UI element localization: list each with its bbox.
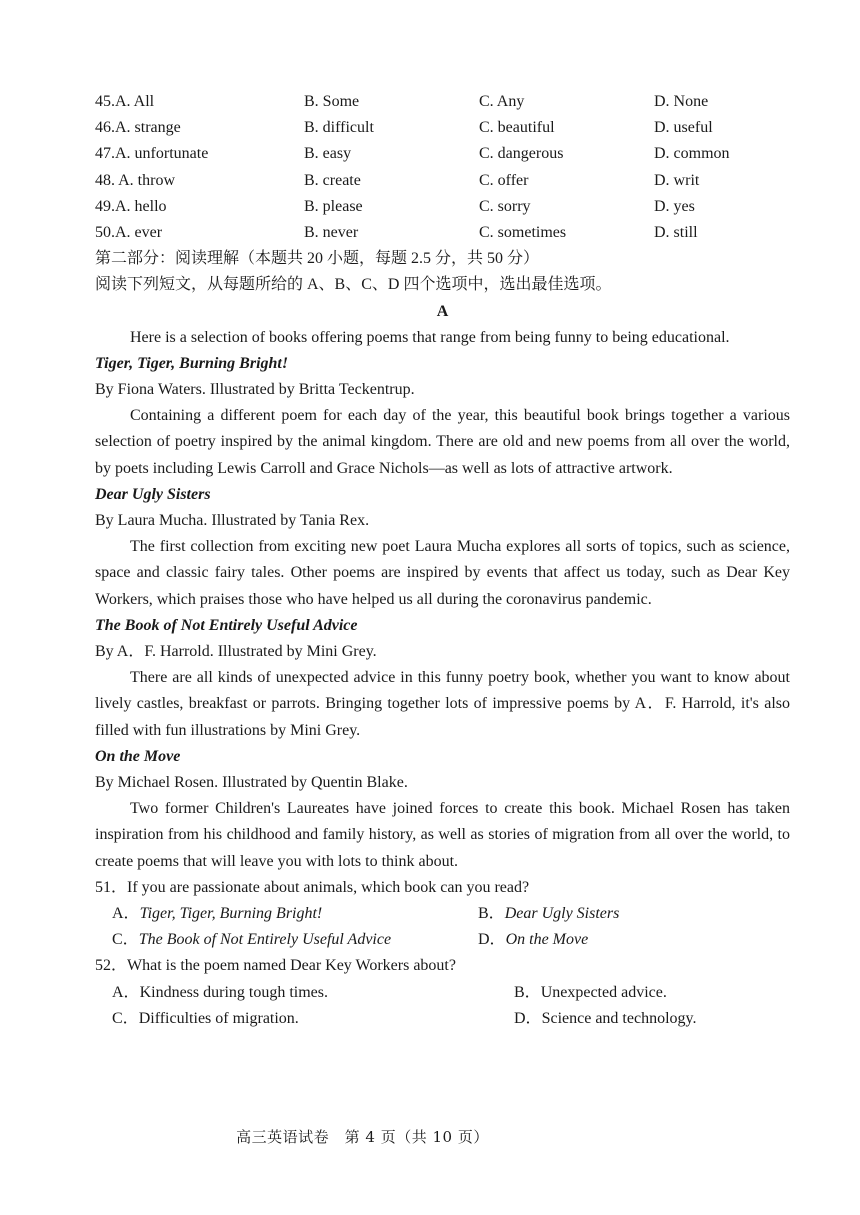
- option-row-49: [95, 194, 790, 220]
- answer-row: [95, 927, 790, 953]
- book-byline: By Michael Rosen. Illustrated by Quentin Blake.: [95, 774, 408, 792]
- book-byline: By Laura Mucha. Illustrated by Tania Rex.: [95, 512, 370, 530]
- book-description: There are all kinds of unexpected advice in this funny poetry book, whether you want to know about lively castles, breakfast or parrots. Bringing together lots of impressive poems by A．F. Harrold, it's also filled with fun illustrations by Mini Grey.: [95, 669, 790, 739]
- option-row-45: [95, 89, 790, 115]
- question-stem: 51．If you are passionate about animals, which book can you read?: [95, 878, 530, 896]
- book-title: On the Move: [95, 747, 181, 765]
- option-row-50: [95, 220, 790, 246]
- option-letter: C．: [112, 1009, 139, 1027]
- question-52: [95, 953, 790, 1032]
- option-row-47: [95, 141, 790, 167]
- option-a: 47.A. unfortunate: [95, 145, 209, 163]
- section-instruction: 阅读下列短文，从每题所给的 A、B、C、D 四个选项中，选出最佳选项。: [95, 276, 612, 294]
- option-a: 45.A. All: [95, 93, 155, 110]
- book-entry: [95, 351, 790, 482]
- option-row-46: [95, 115, 790, 141]
- option-letter: A．: [112, 905, 140, 923]
- answer-option-d: [478, 927, 588, 953]
- option-letter: B．: [514, 983, 541, 1001]
- option-b: B. easy: [304, 145, 352, 163]
- option-b: B. Some: [304, 93, 360, 110]
- option-text: Tiger, Tiger, Burning Bright!: [139, 905, 323, 923]
- option-text: Kindness during tough times.: [139, 983, 328, 1001]
- option-letter: A．: [112, 983, 140, 1001]
- passage-label: A: [436, 302, 449, 320]
- book-byline: By A．F. Harrold. Illustrated by Mini Grey.: [95, 643, 377, 661]
- option-text: Dear Ugly Sisters: [504, 905, 620, 923]
- option-b: B. please: [304, 197, 363, 215]
- option-c: C. beautiful: [479, 119, 555, 137]
- option-c: C. dangerous: [479, 145, 564, 163]
- option-d: D. None: [654, 93, 709, 110]
- option-a: 48. A. throw: [95, 171, 175, 189]
- option-c: C. Any: [479, 93, 525, 110]
- book-description: The first collection from exciting new poet Laura Mucha explores all sorts of topics, such as science, space and classic fairy tales. Other poems are inspired by events that affect us today, such as Dear Key Workers, which praises those who have helped us all during the coronavirus pandemic.: [95, 538, 790, 608]
- section-heading: 第二部分：阅读理解（本题共 20 小题，每题 2.5 分，共 50 分）: [95, 250, 540, 268]
- option-d: D. useful: [654, 119, 713, 137]
- question-stem: 52．What is the poem named Dear Key Workers about?: [95, 957, 456, 975]
- book-title: The Book of Not Entirely Useful Advice: [95, 616, 358, 634]
- answer-row: [95, 901, 790, 927]
- option-text: The Book of Not Entirely Useful Advice: [138, 931, 392, 949]
- option-a: 46.A. strange: [95, 119, 181, 137]
- option-c: C. sorry: [479, 197, 531, 215]
- option-c: C. sometimes: [479, 223, 567, 241]
- answer-option-b: [478, 901, 619, 927]
- option-c: C. offer: [479, 171, 529, 189]
- answer-option-d: [514, 1006, 696, 1032]
- book-description: Containing a different poem for each day of the year, this beautiful book brings together a various selection of poetry inspired by the animal kingdom. There are old and new poems from all over the world, by poets including Lewis Carroll and Grace Nichols—as well as lots of attractive artwork.: [95, 407, 790, 477]
- option-text: Difficulties of migration.: [138, 1009, 299, 1027]
- passage-intro: Here is a selection of books offering poems that range from being funny to being educational.: [130, 328, 730, 346]
- option-text: Unexpected advice.: [540, 983, 667, 1001]
- option-b: B. difficult: [304, 119, 374, 137]
- book-entry: [95, 482, 790, 613]
- option-b: B. never: [304, 223, 359, 241]
- option-a: 49.A. hello: [95, 197, 167, 215]
- answer-row: [95, 980, 790, 1006]
- option-d: D. common: [654, 145, 730, 163]
- answer-row: [95, 1006, 790, 1032]
- option-d: D. yes: [654, 197, 695, 215]
- book-title: Dear Ugly Sisters: [95, 485, 211, 503]
- option-a: 50.A. ever: [95, 223, 163, 241]
- book-byline: By Fiona Waters. Illustrated by Britta Teckentrup.: [95, 381, 415, 399]
- option-letter: D．: [478, 931, 506, 949]
- answer-option-a: [112, 901, 322, 927]
- book-entry: [95, 744, 790, 875]
- option-d: D. writ: [654, 171, 700, 189]
- option-b: B. create: [304, 171, 361, 189]
- option-text: Science and technology.: [541, 1009, 697, 1027]
- option-letter: B．: [478, 905, 505, 923]
- option-row-48: [95, 168, 790, 194]
- option-text: On the Move: [505, 931, 589, 949]
- question-51: [95, 875, 790, 954]
- page-content: [95, 89, 790, 1032]
- answer-option-c: [112, 1006, 299, 1032]
- book-description: Two former Children's Laureates have joined forces to create this book. Michael Rosen has taken inspiration from his childhood and family history, as well as stories of migration from all over the world, to create poems that will leave you with lots to think about.: [95, 800, 790, 870]
- option-letter: D．: [514, 1009, 542, 1027]
- answer-option-c: [112, 927, 391, 953]
- answer-option-a: [112, 980, 328, 1006]
- option-d: D. still: [654, 223, 698, 241]
- cloze-options: [95, 89, 790, 246]
- book-title: Tiger, Tiger, Burning Bright!: [95, 354, 289, 372]
- option-letter: C．: [112, 931, 139, 949]
- book-entry: [95, 613, 790, 744]
- page-footer: 高三英语试卷 第 4 页（共 10 页）: [236, 1128, 489, 1146]
- answer-option-b: [514, 980, 667, 1006]
